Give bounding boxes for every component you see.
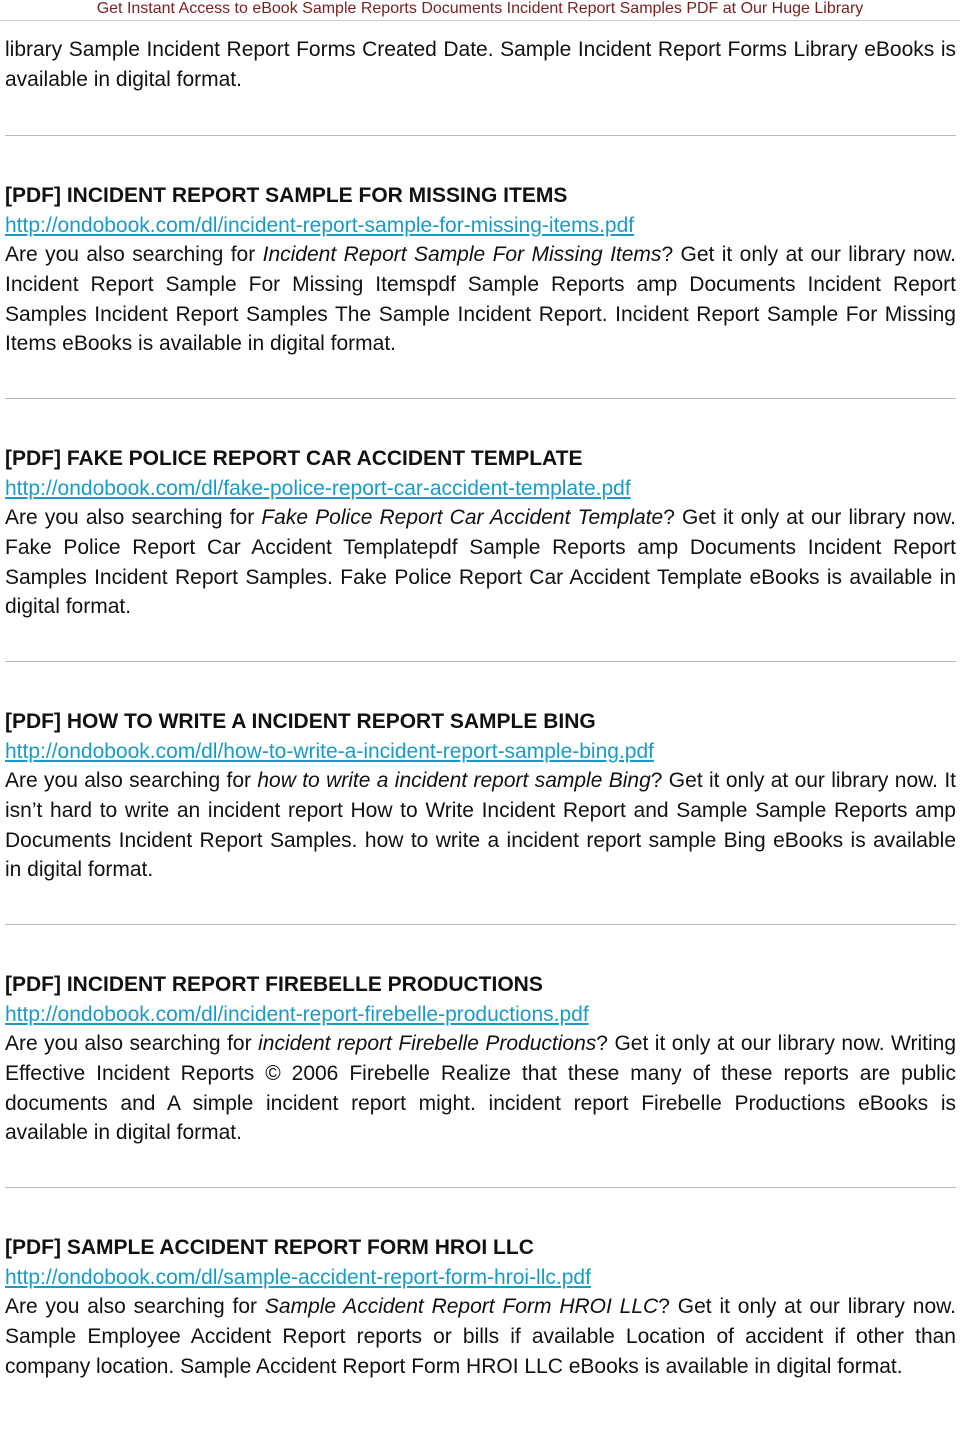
entry-topic: Incident Report Sample For Missing Items (262, 243, 662, 267)
entry-description-lead: Are you also searching for (5, 769, 258, 793)
entry-description (5, 1292, 956, 1381)
entry-topic: Fake Police Report Car Accident Template (261, 506, 664, 530)
entry-description-lead: Are you also searching for (5, 1295, 265, 1319)
entry-description (5, 766, 956, 884)
ebook-entry (5, 1188, 956, 1451)
running-header-text: Get Instant Access to eBook Sample Reports Documents Incident Report Samples PDF at Our Huge Library (96, 0, 864, 17)
entry-description-rest: ? Get it only at our library now. It isn’t hard to write an incident report How to Write Incident Report and Sample Sample Reports amp Documents Incident Report Samples. how to write a incident report sample Bing eBooks is available in digital format. (5, 769, 956, 882)
entry-title: [PDF] INCIDENT REPORT FIREBELLE PRODUCTIONS (5, 973, 543, 997)
ebook-entry (5, 399, 956, 662)
ebook-entry (5, 136, 956, 399)
ebook-entry (5, 662, 956, 925)
document-body (5, 35, 956, 1451)
running-header (0, 0, 960, 21)
entry-description (5, 503, 956, 621)
entry-description (5, 1029, 956, 1147)
entry-description-lead: Are you also searching for (5, 243, 263, 267)
entry-title: [PDF] INCIDENT REPORT SAMPLE FOR MISSING ITEMS (5, 184, 568, 208)
entry-pdf-link[interactable]: http://ondobook.com/dl/sample-accident-report-form-hroi-llc.pdf (5, 1265, 591, 1289)
ebook-entry (5, 925, 956, 1188)
entry-topic: Sample Accident Report Form HROI LLC (264, 1295, 659, 1319)
entry-description-lead: Are you also searching for (5, 1032, 259, 1056)
entry-description-rest: ? Get it only at our library now. Incident Report Sample For Missing Itemspdf Sample Reports amp Documents Incident Report Samples Incident Report Samples The Sample Incident Report. Incident Report Sample For Missing Items eBooks is available in digital format. (5, 243, 957, 356)
entry-topic: how to write a incident report sample Bing (257, 769, 651, 793)
entry-pdf-link[interactable]: http://ondobook.com/dl/incident-report-sample-for-missing-items.pdf (5, 213, 635, 237)
entry-description-rest: ? Get it only at our library now. Sample Employee Accident Report reports or bills if available Location of accident if other than company location. Sample Accident Report Form HROI LLC eBooks is available in digital format. (5, 1295, 956, 1378)
entry-description-lead: Are you also searching for (5, 506, 262, 530)
entry-description (5, 240, 956, 358)
entry-description-rest: ? Get it only at our library now. Writing Effective Incident Reports © 2006 Firebelle Realize that these many of these reports are public documents and A simple incident report might. incident report Firebelle Productions eBooks is available in digital format. (5, 1032, 956, 1145)
entry-title: [PDF] SAMPLE ACCIDENT REPORT FORM HROI LLC (5, 1236, 534, 1260)
entry-topic: incident report Firebelle Productions (258, 1032, 597, 1056)
entry-title: [PDF] FAKE POLICE REPORT CAR ACCIDENT TEMPLATE (5, 447, 583, 471)
entry-description-rest: ? Get it only at our library now. Fake Police Report Car Accident Templatepdf Sample Reports amp Documents Incident Report Samples Incident Report Samples. Fake Police Report Car Accident Template eBooks is available in digital format. (5, 506, 956, 619)
entry-title: [PDF] HOW TO WRITE A INCIDENT REPORT SAMPLE BING (5, 710, 596, 734)
intro-paragraph: library Sample Incident Report Forms Created Date. Sample Incident Report Forms Library eBooks is available in digital format. (5, 38, 956, 91)
entry-pdf-link[interactable]: http://ondobook.com/dl/how-to-write-a-incident-report-sample-bing.pdf (5, 739, 654, 763)
entry-pdf-link[interactable]: http://ondobook.com/dl/fake-police-report-car-accident-template.pdf (5, 476, 631, 500)
entry-pdf-link[interactable]: http://ondobook.com/dl/incident-report-firebelle-productions.pdf (5, 1002, 589, 1026)
